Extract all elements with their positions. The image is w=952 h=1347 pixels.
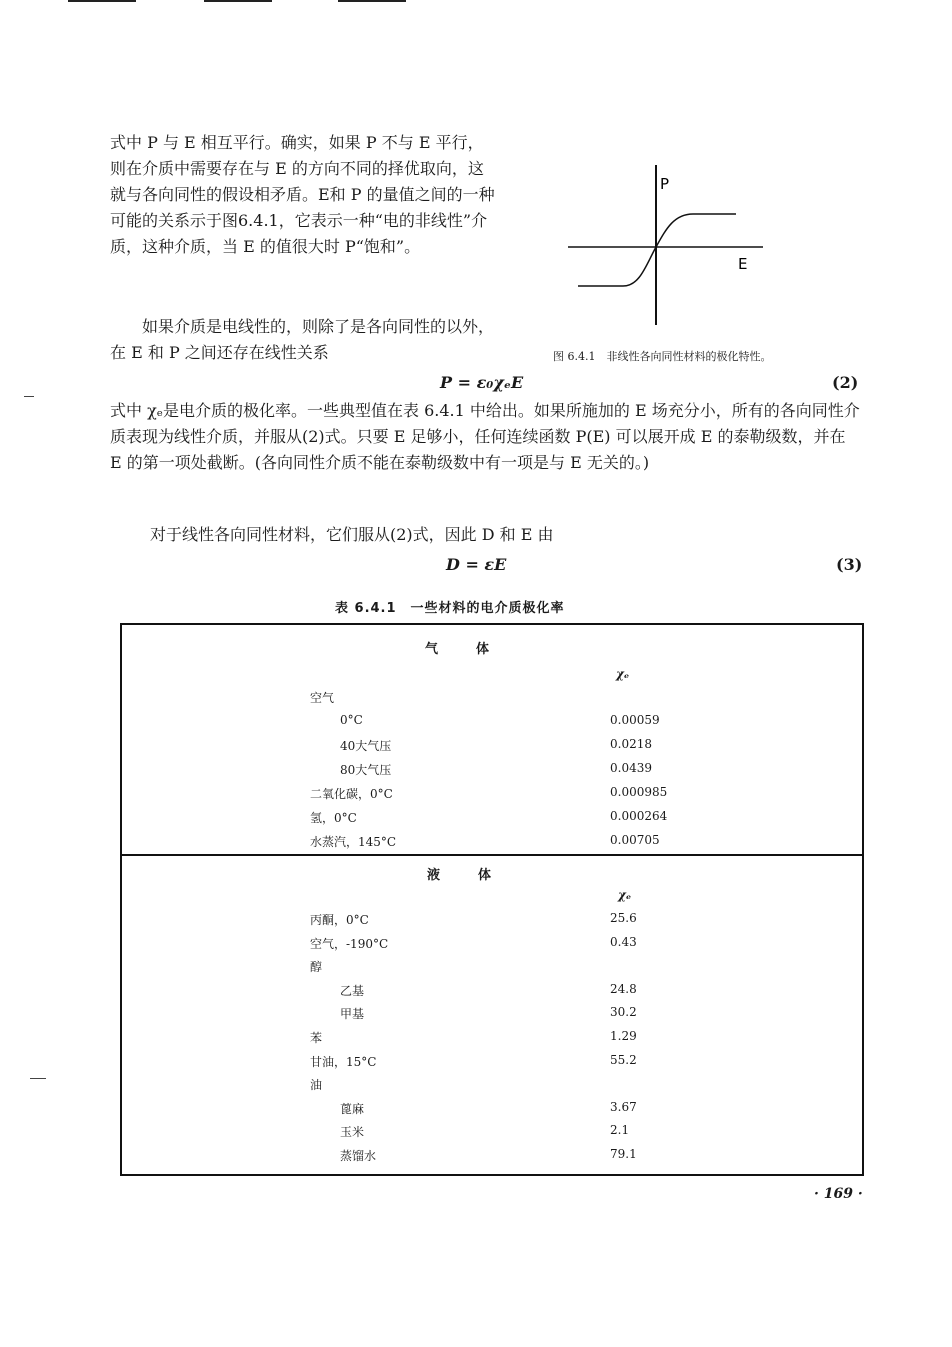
e-axis-label: E (738, 255, 748, 273)
table-row-name: 蒸馏水 (340, 1149, 377, 1163)
table-row-value: 3.67 (610, 1099, 637, 1114)
table-row-value: 0.00059 (610, 713, 660, 727)
table-row-name: 蓖麻 (340, 1101, 365, 1116)
margin-mark-2 (30, 1078, 46, 1079)
table-row-name: 水蒸汽，145°C (310, 835, 397, 849)
margin-mark-1 (24, 396, 34, 397)
table-row-name: 玉米 (340, 1125, 365, 1140)
table-row-name: 苯 (310, 1031, 323, 1045)
table-row-name: 0°C (340, 713, 363, 727)
table-right-rule (862, 623, 864, 1176)
table-title: 表 6.4.1 一些材料的电介质极化率 (335, 601, 565, 616)
top-rule-2 (204, 0, 272, 2)
table-row-value: 25.6 (610, 911, 637, 925)
page-number: · 169 · (814, 1186, 863, 1202)
table-row-value: 0.43 (610, 934, 637, 949)
table-bottom-rule (120, 1174, 864, 1176)
table-row-name: 二氧化碳，0°C (310, 787, 393, 801)
table-row-name: 油 (310, 1078, 323, 1093)
table-row-value: 55.2 (610, 1052, 637, 1067)
paragraph-4: 对于线性各向同性材料，它们服从(2)式，因此 D 和 E 由 (150, 525, 554, 544)
table-row-name: 80大气压 (340, 763, 392, 777)
table-row-name: 空气 (310, 691, 335, 705)
equation-2: P = ε₀χₑE (440, 373, 524, 392)
table-row-name: 甘油，15°C (310, 1054, 377, 1069)
top-rule-1 (68, 0, 136, 2)
table-row-name: 空气，-190°C (310, 936, 389, 951)
paragraph-2: 如果介质是电线性的，则除了是各向同性的以外，在 E 和 P 之间还存在线性关系 (110, 317, 495, 362)
paragraph-1: 式中 P 与 E 相互平行。确实，如果 P 不与 E 平行，则在介质中需要存在与 E 的方向不同的择优取向，这就与各向同性的假设相矛盾。E和 P 的量值之间的一种可能的关系示于图6.4.1，它表示一种“电的非线性”介质，这种介质，当 E 的值很大时 P“饱和”。 (110, 133, 495, 256)
liquid-column-heading: χₑ (618, 888, 632, 902)
liquid-section-heading: 液 体 (427, 868, 496, 883)
table-row-value: 0.000985 (610, 785, 668, 799)
table-row-name: 甲基 (340, 1007, 365, 1022)
table-row-value: 79.1 (610, 1147, 637, 1161)
equation-3: D = εE (446, 555, 507, 574)
table-row-value: 2.1 (610, 1123, 630, 1138)
table-row-name: 乙基 (340, 983, 365, 998)
gas-column-heading: χₑ (616, 667, 630, 681)
table-row-value: 30.2 (610, 1005, 637, 1020)
table-row-value: 0.0218 (610, 737, 652, 751)
table-row-name: 40大气压 (340, 739, 392, 753)
susceptibility-table (120, 623, 864, 1177)
figure-caption: 图 6.4.1 非线性各向同性材料的极化特性。 (553, 350, 772, 363)
table-row-name: 醇 (310, 960, 323, 975)
table-top-rule (120, 623, 864, 625)
table-row-value: 0.000264 (610, 809, 668, 823)
table-row-name: 氢，0°C (310, 811, 357, 825)
equation-3-number: (3) (836, 555, 863, 574)
table-row-value: 0.0439 (610, 761, 652, 775)
gas-section-heading: 气 体 (425, 642, 494, 657)
polarization-figure (568, 165, 768, 330)
table-row-name: 丙酮，0°C (310, 913, 369, 927)
table-row-value: 0.00705 (610, 833, 660, 847)
paragraph-3: 式中 χₑ是电介质的极化率。一些典型值在表 6.4.1 中给出。如果所施加的 E 场充分小，所有的各向同性介质表现为线性介质，并服从(2)式。只要 E 足够小，任何连续函数 P(E) 可以展开成 E 的泰勒级数，并在 E 的第一项处截断。(各向同性介质不能在泰勒级数中有一项是与 E 无关的。) (110, 401, 860, 472)
top-rule-3 (338, 0, 406, 2)
table-row-value: 24.8 (610, 981, 637, 996)
table-left-rule (120, 623, 122, 1176)
table-row-value: 1.29 (610, 1029, 637, 1043)
table-mid-rule (120, 854, 864, 856)
p-axis-label: P (660, 175, 670, 193)
equation-2-number: (2) (832, 373, 859, 392)
